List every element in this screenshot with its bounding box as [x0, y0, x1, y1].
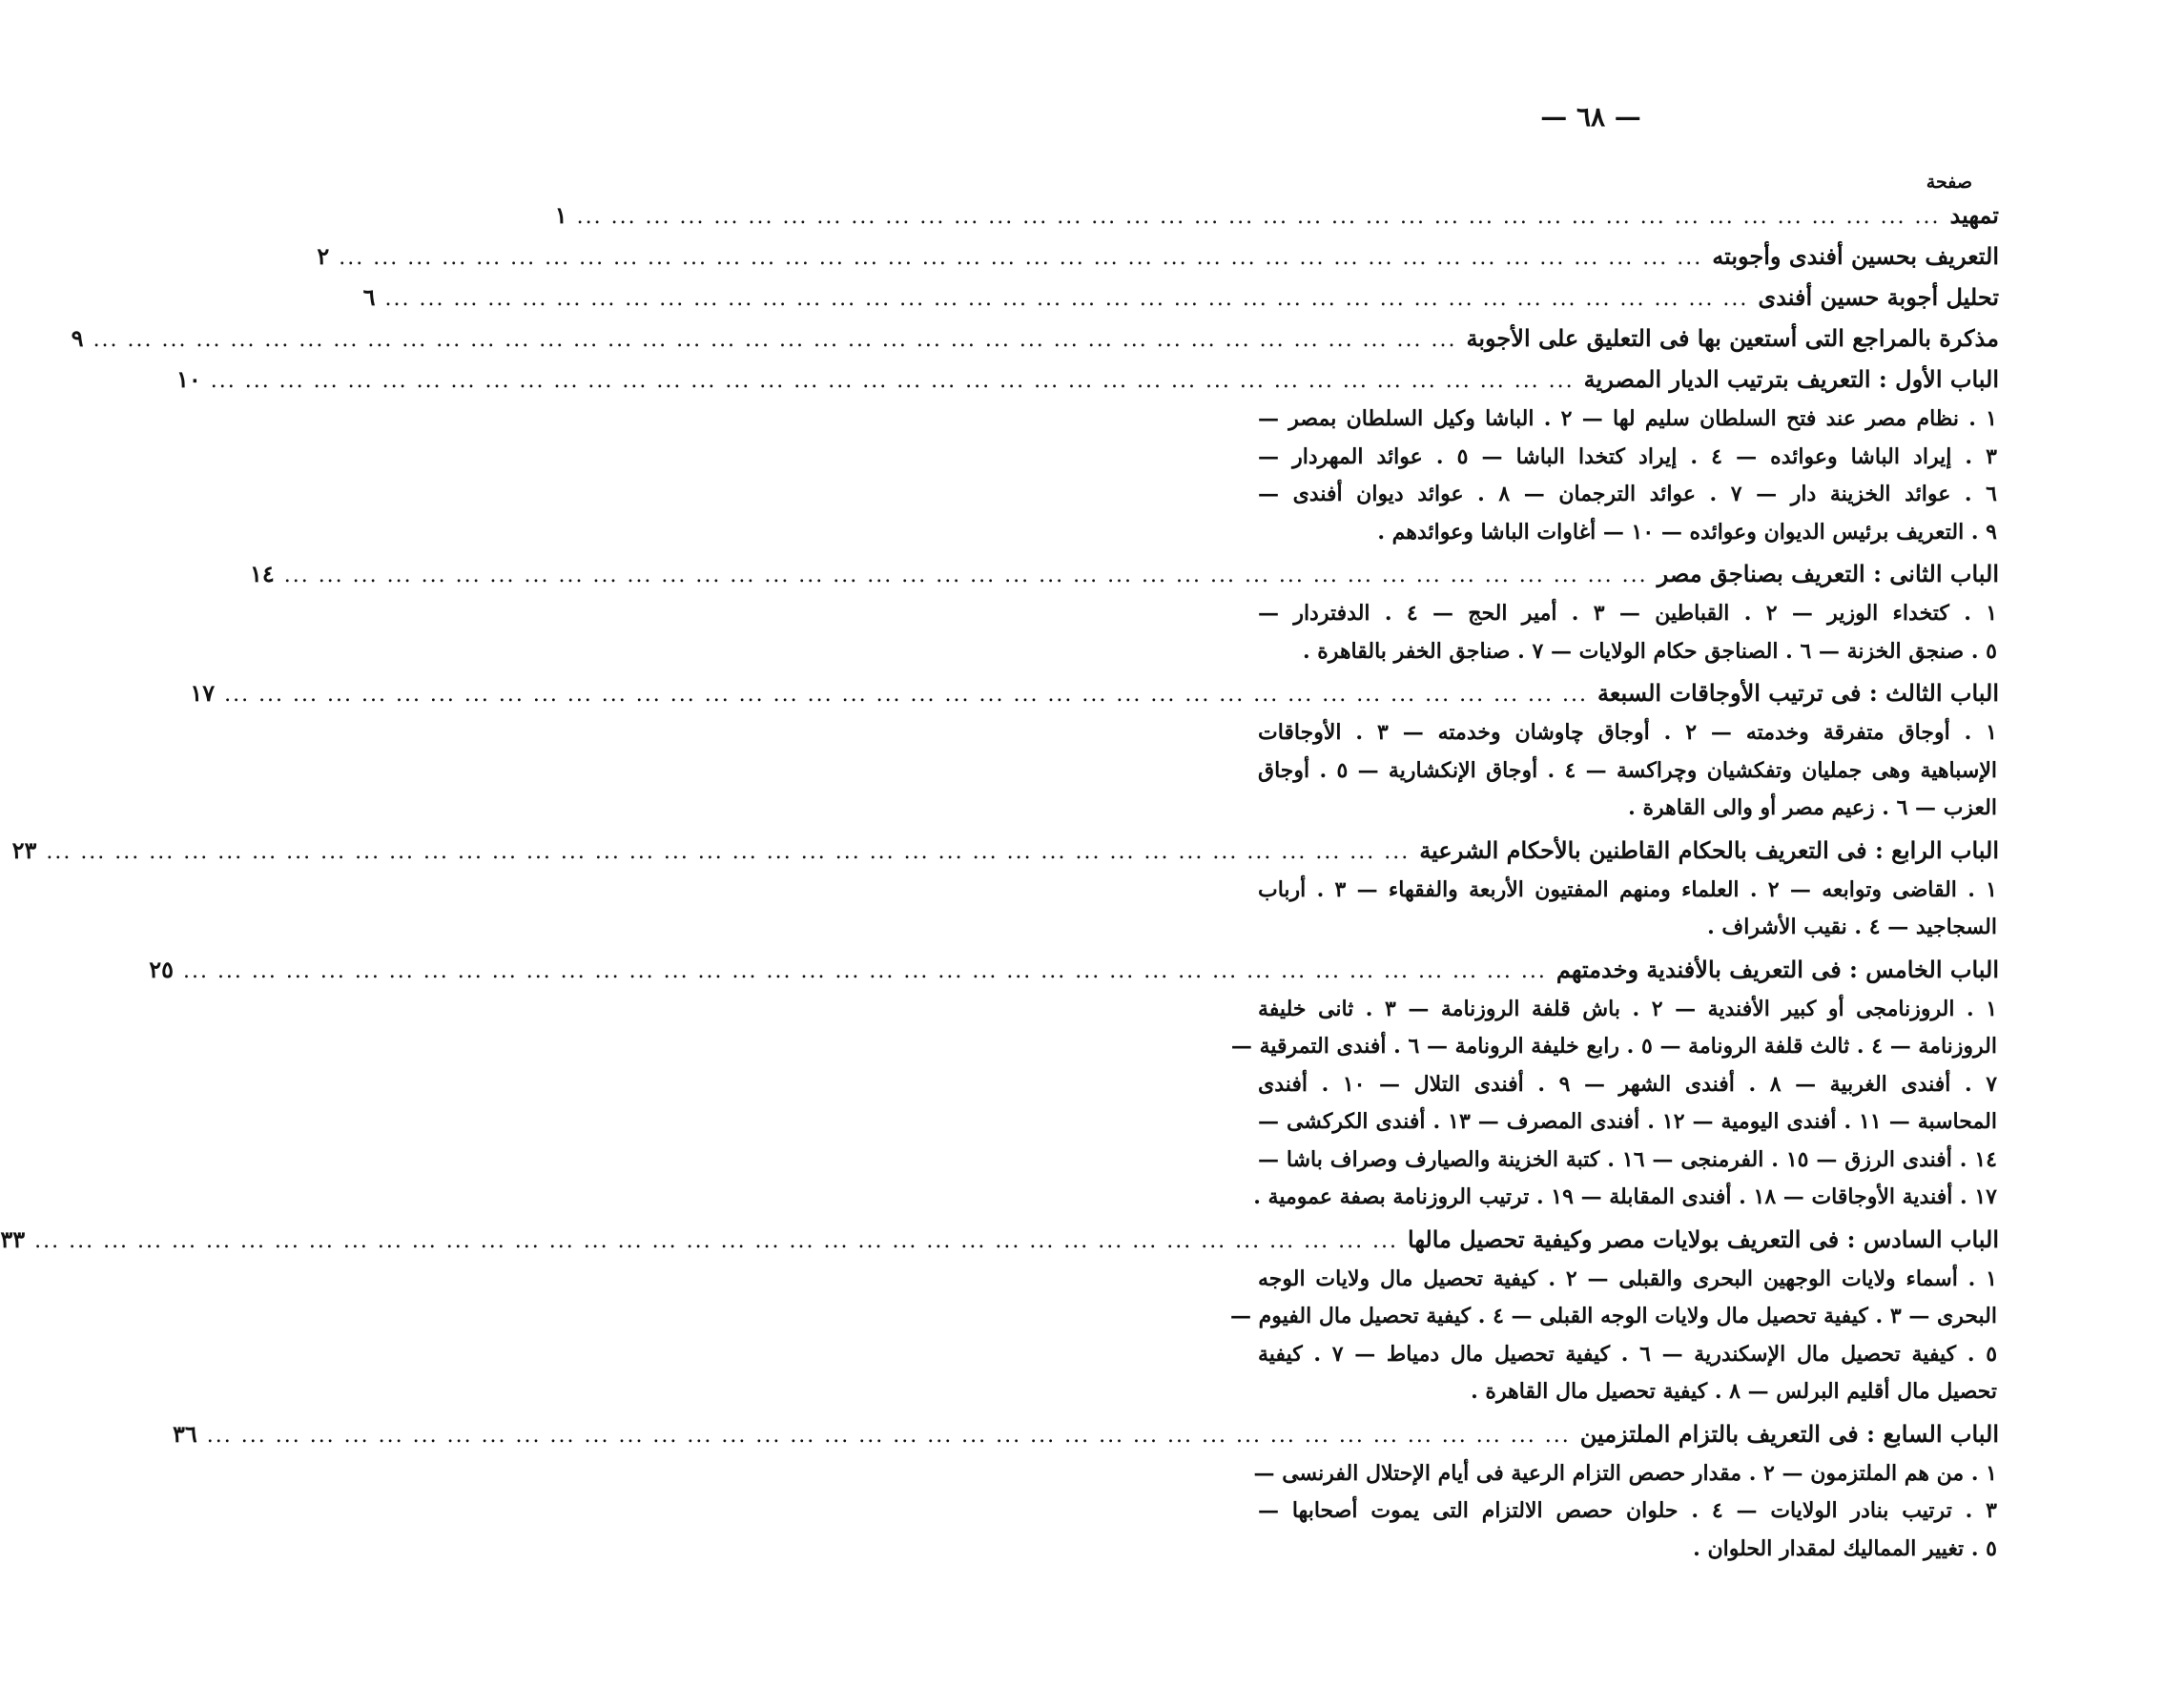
- chapter-entry-page-number: ٣٣: [0, 1224, 26, 1253]
- toc-entry-page-number: ٢: [317, 242, 330, 270]
- dot-leader: ... ... ... ... ... ... ... ... ... ... ... ... ... ... ... ... ... ... ... ... ... ... ... ... ... ... ... ... ... ... ... ... ... ... ... ... ... ... ... ...: [224, 683, 1589, 707]
- chapter-subtopics: [1253, 1455, 1999, 1569]
- toc-entry-title: تمهيد: [1949, 201, 1999, 229]
- chapter-subtopics: [1258, 595, 1999, 670]
- chapter-entry: [173, 1414, 1999, 1455]
- subtopic-line: ١ . الروزنامجى أو كبير الأفندية — ٢ . باش قلفة الروزنامة — ٣ . ثانى خليفة: [1258, 996, 1998, 1021]
- subtopic-line: الروزنامة — ٤ . ثالث قلفة الرونامة — ٥ . رابع خليفة الرونامة — ٦ . أفندى التمرقية —: [1230, 1034, 1997, 1059]
- chapter-entry-title: الباب الرابع : فى التعريف بالحكام القاطنين بالأحكام الشرعية: [1419, 835, 1999, 864]
- subtopic-line: ٩ . التعريف برئيس الديوان وعوائده — ١٠ — أغاوات الباشا وعوائدهم .: [1377, 519, 1997, 545]
- chapter-entry-title: الباب الأول : التعريف بترتيب الديار المصرية: [1583, 365, 1999, 393]
- chapter-entry-page-number: ٢٥: [149, 955, 174, 983]
- chapter-subtopics: [1258, 401, 1999, 551]
- chapter-entry-page-number: ٣٦: [173, 1419, 197, 1448]
- chapter-block: [249, 554, 1999, 670]
- toc-entry: [317, 237, 1999, 278]
- chapter-block: [190, 673, 1999, 828]
- subtopic-line: العزب — ٦ . زعيم مصر أو والى القاهرة .: [1628, 795, 1997, 820]
- dot-leader: ... ... ... ... ... ... ... ... ... ... ... ... ... ... ... ... ... ... ... ... ... ... ... ... ... ... ... ... ... ... ... ... ... ... ... ... ... ... ... ...: [576, 205, 1941, 229]
- toc-entry-page-number: ٩: [71, 324, 84, 352]
- subtopic-line: تحصيل مال أقليم البرلس — ٨ . كيفية تحصيل مال القاهرة .: [1471, 1379, 1997, 1404]
- dot-leader: ... ... ... ... ... ... ... ... ... ... ... ... ... ... ... ... ... ... ... ... ... ... ... ... ... ... ... ... ... ... ... ... ... ... ... ... ... ... ... ...: [46, 839, 1411, 864]
- intro-entries: [71, 195, 1999, 360]
- subtopic-line: ٥ . تغيير المماليك لمقدار الحلوان .: [1693, 1535, 1997, 1561]
- dot-leader: ... ... ... ... ... ... ... ... ... ... ... ... ... ... ... ... ... ... ... ... ... ... ... ... ... ... ... ... ... ... ... ... ... ... ... ... ... ... ... ...: [384, 287, 1749, 311]
- chapter-entry-page-number: ١٧: [190, 679, 216, 707]
- subtopic-line: المحاسبة — ١١ . أفندى اليومية — ١٢ . أفندى المصرف — ١٣ . أفندى الكركشى —: [1258, 1109, 1997, 1134]
- chapter-entry-title: الباب الثانى : التعريف بصناجق مصر: [1657, 560, 1999, 587]
- chapter-subtopics: [1230, 991, 1999, 1217]
- subtopic-line: ١ . أسماء ولايات الوجهين البحرى والقبلى — ٢ . كيفية تحصيل مال ولايات الوجه: [1258, 1266, 1997, 1291]
- chapter-entry: [190, 673, 1999, 714]
- chapter-entry-page-number: ١٠: [175, 365, 201, 393]
- table-of-contents: [0, 195, 1999, 1568]
- toc-entry-page-number: ١: [554, 201, 567, 229]
- chapter-block: [11, 831, 1999, 947]
- chapter-list: [0, 360, 1999, 1568]
- toc-entry-title: مذكرة بالمراجع التى أستعين بها فى التعليق على الأجوبة: [1466, 324, 1999, 352]
- chapter-entry-page-number: ١٤: [249, 560, 275, 587]
- chapter-entry-title: الباب الثالث : فى ترتيب الأوجاقات السبعة: [1597, 679, 1999, 707]
- chapter-entry: [175, 360, 1999, 401]
- chapter-entry: [149, 950, 1999, 991]
- toc-entry: [554, 195, 1999, 237]
- chapter-entry: [0, 1220, 1999, 1261]
- subtopic-line: ١ . نظام مصر عند فتح السلطان سليم لها — ٢ . الباشا وكيل السلطان بمصر —: [1258, 406, 1997, 431]
- subtopic-line: ٣ . إيراد الباشا وعوائده — ٤ . إيراد كتخدا الباشا — ٥ . عوائد المهردار —: [1258, 443, 1997, 469]
- subtopic-line: البحرى — ٣ . كيفية تحصيل مال ولايات الوجه القبلى — ٤ . كيفية تحصيل مال الفيوم —: [1230, 1304, 1997, 1328]
- subtopic-line: ١٧ . أفندية الأوجاقات — ١٨ . أفندى المقابلة — ١٩ . ترتيب الروزنامة بصفة عمومية .: [1253, 1184, 1997, 1209]
- page-number: — ٦٨ —: [1540, 101, 1641, 133]
- dot-leader: ... ... ... ... ... ... ... ... ... ... ... ... ... ... ... ... ... ... ... ... ... ... ... ... ... ... ... ... ... ... ... ... ... ... ... ... ... ... ... ...: [182, 958, 1547, 983]
- subtopic-line: ١ . كتخداء الوزير — ٢ . القباطين — ٣ . أمير الحج — ٤ . الدفتردار —: [1258, 601, 1998, 626]
- subtopic-line: ٥ . كيفية تحصيل مال الإسكندرية — ٦ . كيفية تحصيل مال دمياط — ٧ . كيفية: [1258, 1341, 1998, 1367]
- dot-leader: ... ... ... ... ... ... ... ... ... ... ... ... ... ... ... ... ... ... ... ... ... ... ... ... ... ... ... ... ... ... ... ... ... ... ... ... ... ... ... ...: [206, 1423, 1571, 1448]
- chapter-entry: [11, 831, 1999, 872]
- chapter-subtopics: [1258, 714, 1999, 828]
- chapter-block: [0, 1220, 1999, 1411]
- subtopic-line: الإسباهية وهى جمليان وتفكشيان وچراكسة — ٤ . أوجاق الإنكشارية — ٥ . أوجاق: [1258, 757, 1997, 783]
- chapter-subtopics: [1258, 872, 1999, 947]
- subtopic-line: ١ . أوجاق متفرقة وخدمته — ٢ . أوجاق چاوشان وخدمته — ٣ . الأوجاقات: [1258, 720, 1997, 745]
- chapter-entry-title: الباب السابع : فى التعريف بالتزام الملتزمين: [1579, 1419, 1999, 1448]
- toc-entry: [362, 278, 1999, 319]
- chapter-entry-title: الباب الخامس : فى التعريف بالأفندية وخدمتهم: [1555, 955, 1999, 983]
- subtopic-line: ١ . القاضى وتوابعه — ٢ . العلماء ومنهم المفتيون الأربعة والفقهاء — ٣ . أرباب: [1258, 876, 1997, 902]
- chapter-entry: [249, 554, 1999, 595]
- dot-leader: ... ... ... ... ... ... ... ... ... ... ... ... ... ... ... ... ... ... ... ... ... ... ... ... ... ... ... ... ... ... ... ... ... ... ... ... ... ... ... ...: [283, 564, 1648, 587]
- chapter-block: [149, 950, 1999, 1217]
- chapter-subtopics: [1230, 1261, 1999, 1411]
- chapter-block: [175, 360, 1999, 551]
- subtopic-line: ٦ . عوائد الخزينة دار — ٧ . عوائد الترجمان — ٨ . عوائد ديوان أفندى —: [1258, 482, 1997, 506]
- chapter-entry-page-number: ٢٣: [11, 835, 37, 864]
- toc-entry-page-number: ٦: [362, 283, 376, 311]
- chapter-entry-title: الباب السادس : فى التعريف بولايات مصر وكيفية تحصيل مالها: [1408, 1224, 1999, 1253]
- subtopic-line: ٥ . صنجق الخزنة — ٦ . الصناجق حكام الولايات — ٧ . صناجق الخفر بالقاهرة .: [1302, 638, 1997, 664]
- subtopic-line: ١٤ . أفندى الرزق — ١٥ . الفرمنجى — ١٦ . كتبة الخزينة والصيارف وصراف باشا —: [1258, 1146, 1997, 1172]
- chapter-block: [173, 1414, 1999, 1569]
- toc-entry-title: التعريف بحسين أفندى وأجوبته: [1712, 242, 1999, 270]
- page-column-header: صفحة: [1926, 172, 1972, 193]
- subtopic-line: السجاجيد — ٤ . نقيب الأشراف .: [1707, 915, 1997, 939]
- dot-leader: ... ... ... ... ... ... ... ... ... ... ... ... ... ... ... ... ... ... ... ... ... ... ... ... ... ... ... ... ... ... ... ... ... ... ... ... ... ... ... ...: [210, 369, 1575, 393]
- dot-leader: ... ... ... ... ... ... ... ... ... ... ... ... ... ... ... ... ... ... ... ... ... ... ... ... ... ... ... ... ... ... ... ... ... ... ... ... ... ... ... ...: [93, 328, 1457, 352]
- toc-entry: [71, 319, 1999, 360]
- subtopic-line: ٧ . أفندى الغربية — ٨ . أفندى الشهر — ٩ . أفندى التلال — ١٠ . أفندى: [1258, 1071, 1998, 1097]
- subtopic-line: ١ . من هم الملتزمون — ٢ . مقدار حصص التزام الرعية فى أيام الإحتلال الفرنسى —: [1253, 1460, 1997, 1486]
- subtopic-line: ٣ . ترتيب بنادر الولايات — ٤ . حلوان حصص الالتزام التى يموت أصحابها —: [1258, 1498, 1997, 1523]
- dot-leader: ... ... ... ... ... ... ... ... ... ... ... ... ... ... ... ... ... ... ... ... ... ... ... ... ... ... ... ... ... ... ... ... ... ... ... ... ... ... ... ...: [34, 1228, 1399, 1253]
- toc-entry-title: تحليل أجوبة حسين أفندى: [1758, 283, 1999, 311]
- dot-leader: ... ... ... ... ... ... ... ... ... ... ... ... ... ... ... ... ... ... ... ... ... ... ... ... ... ... ... ... ... ... ... ... ... ... ... ... ... ... ... ...: [339, 246, 1703, 270]
